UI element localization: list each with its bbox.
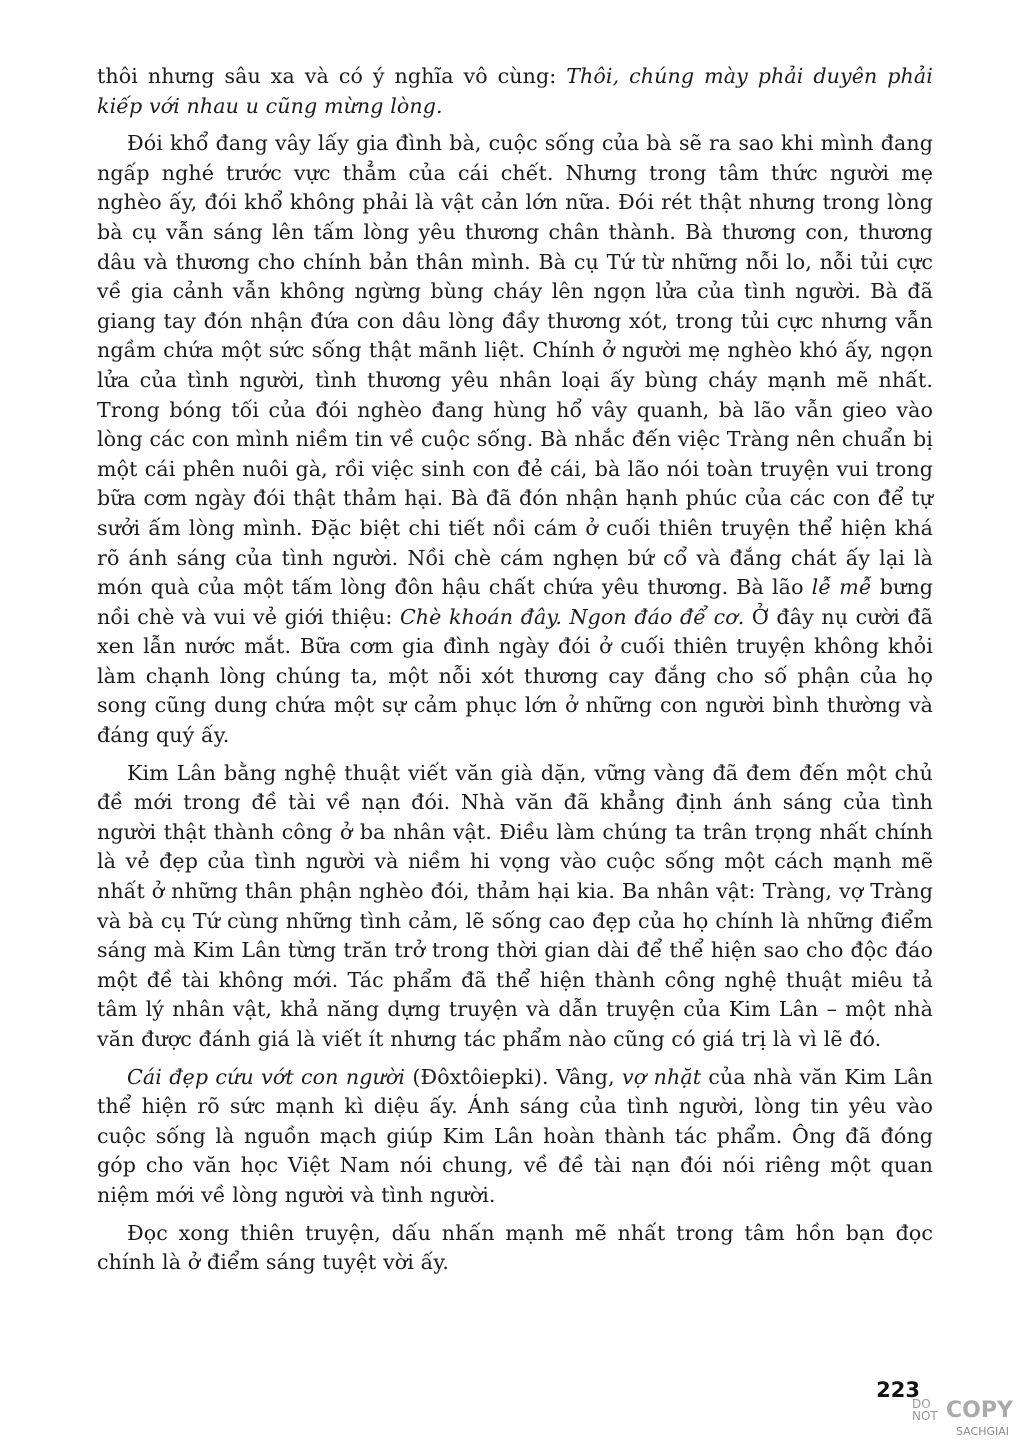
text-segment: (Đôxtôiepki). Vâng, [405, 1064, 623, 1089]
text-segment: Đói khổ đang vây lấy gia đình bà, cuộc sống của bà sẽ ra sao khi mình đang ngấp nghé trước vực thẳm của cái chết. Nhưng trong tâm thức người mẹ nghèo ấy, đói khổ không phải là vật cản lớn nữa. Đói rét thật nhưng trong lòng bà cụ vẫn sáng lên tấm lòng yêu thương chân thành. Bà thương con, thương dâu và thương cho chính bản thân mình. Bà cụ Tứ từ những nỗi lo, nỗi tủi cực về gia cảnh vẫn không ngừng bùng cháy lên ngọn lửa của tình người. Bà đã giang tay đón nhận đứa con dâu lòng đầy thương xót, trong tủi cực nhưng vẫn ngầm chứa một sức sống thật mãnh liệt. Chính ở người mẹ nghèo khó ấy, ngọn lửa của tình người, tình thương yêu nhân loại ấy bùng cháy mạnh mẽ nhất. Trong bóng tối của đói nghèo đang hùng hổ vây quanh, bà lão vẫn gieo vào lòng các con mình niềm tin về cuộc sống. Bà nhắc đến việc Tràng nên chuẩn bị một cái phên nuôi gà, rồi việc sinh con đẻ cái, bà lão nói toàn truyện vui trong bữa cơm ngày đói thật thảm hại. Bà đã đón nhận hạnh phúc của các con để tự sưởi ấm lòng mình. Đặc biệt chi tiết nồi cám ở cuối thiên truyện thể hiện khá rõ ánh sáng của tình người. Nồi chè cám nghẹn bứ cổ và đắng chát ấy lại là món quà của một tấm lòng đôn hậu chất chứa yêu thương. Bà lão [97, 131, 933, 600]
paragraph [97, 129, 933, 750]
paragraph [97, 62, 933, 121]
watermark-do: DO [912, 1397, 931, 1411]
text-segment: Kim Lân bằng nghệ thuật viết văn già dặn, vững vàng đã đem đến một chủ đề mới trong đề tài về nạn đói. Nhà văn đã khẳng định ánh sáng của tình người thật thành công ở ba nhân vật. Điều làm chúng ta trân trọng nhất chính là vẻ đẹp của tình người và niềm hi vọng vào cuộc sống một cách mạnh mẽ nhất ở những thân phận nghèo đói, thảm hại kia. Ba nhân vật: Tràng, vợ Tràng và bà cụ Tứ cùng những tình cảm, lẽ sống cao đẹp của họ chính là những điểm sáng mà Kim Lân từng trăn trở trong thời gian dài để thể hiện sao cho độc đáo một đề tài không mới. Tác phẩm đã thể hiện thành công nghệ thuật miêu tả tâm lý nhân vật, khả năng dựng truyện và dẫn truyện của Kim Lân – một nhà văn được đánh giá là viết ít nhưng tác phẩm nào cũng có giá trị là vì lẽ đó. [97, 760, 933, 1051]
watermark-copy: COPY [946, 1398, 1013, 1423]
watermark-brand: SACHGIAI [956, 1425, 1010, 1438]
italic-text: Thôi, chúng mày phải duyên phải kiếp với nhau u cũng mừng lòng. [97, 64, 933, 118]
watermark [910, 1398, 1018, 1444]
watermark-not: NOT [912, 1409, 938, 1423]
italic-text: Cái đẹp cứu vớt con người [127, 1064, 406, 1089]
paragraph [97, 759, 933, 1055]
paragraph [97, 1219, 933, 1278]
paragraph [97, 1063, 933, 1211]
italic-text: lễ mễ [811, 575, 872, 600]
text-segment: thôi nhưng sâu xa và có ý nghĩa vô cùng: [97, 64, 567, 88]
text-segment: Ở đây nụ cười đã xen lẫn nước mắt. Bữa cơm gia đình ngày đói ở cuối thiên truyện không khỏi làm chạnh lòng chúng ta, một nỗi xót thương cay đắng cho số phận của họ song cũng dung chứa một sự cảm phục lớn ở những con người bình thường và đáng quý ấy. [97, 604, 933, 748]
text-segment: Đọc xong thiên truyện, dấu nhấn mạnh mẽ nhất trong tâm hồn bạn đọc chính là ở điểm sáng tuyệt vời ấy. [97, 1220, 933, 1275]
italic-text: Chè khoán đây. Ngon đáo để cơ. [399, 604, 745, 629]
page-body [97, 62, 933, 1286]
italic-text: vợ nhặt [622, 1064, 702, 1089]
text-segment: của nhà văn Kim Lân thể hiện rõ sức mạnh kì diệu ấy. Ánh sáng của tình người, lòng tin yêu vào cuộc sống là nguồn mạch giúp Kim Lân hoàn thành tác phẩm. Ông đã đóng góp cho văn học Việt Nam nói chung, về đề tài nạn đói nói riêng một quan niệm mới về lòng người và tình người. [97, 1064, 933, 1207]
text-segment: bưng nồi chè và vui vẻ giới thiệu: [97, 575, 933, 629]
page-number: 223 [876, 1378, 920, 1402]
